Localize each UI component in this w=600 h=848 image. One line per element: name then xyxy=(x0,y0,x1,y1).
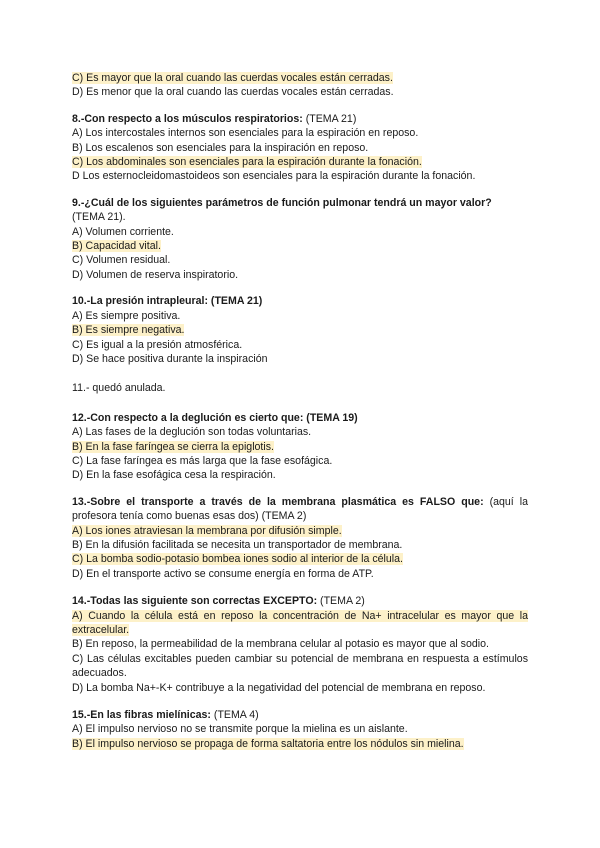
question-title xyxy=(72,708,528,722)
question-heading: 9.-¿Cuál de los siguientes parámetros de función pulmonar tendrá un mayor valor? xyxy=(72,196,492,209)
answer-option: D Los esternocleidomastoideos son esenciales para la espiración durante la fonación. xyxy=(72,170,476,183)
question-heading: 8.-Con respecto a los músculos respiratorios: xyxy=(72,112,303,125)
answer-option-highlighted: B) En la fase faríngea se cierra la epiglotis. xyxy=(72,440,274,453)
question-title xyxy=(72,495,528,524)
answer-option: D) En el transporte activo se consume energía en forma de ATP. xyxy=(72,567,374,580)
answer-option: C) Volumen residual. xyxy=(72,254,171,267)
answer-option: A) Los intercostales internos son esenciales para la espiración en reposo. xyxy=(72,127,419,140)
question-11 xyxy=(72,381,528,395)
question-heading: 15.-En las fibras mielínicas: xyxy=(72,709,211,722)
answer-option: B) En la difusión facilitada se necesita un transportador de membrana. xyxy=(72,538,403,551)
answer-option: C) Las células excitables pueden cambiar su potencial de membrana en respuesta a estímulos adecuados. xyxy=(72,652,528,680)
question-tema: (TEMA 21) xyxy=(302,112,357,125)
answer-option-highlighted: C) Los abdominales son esenciales para la espiración durante la fonación. xyxy=(72,156,422,169)
question-title xyxy=(72,294,528,308)
answer-option-highlighted: A) Los iones atraviesan la membrana por difusión simple. xyxy=(72,524,342,537)
answer-option: D) En la fase esofágica cesa la respiración. xyxy=(72,469,276,482)
answer-option: A) Volumen corriente. xyxy=(72,225,174,238)
answer-option: B) Los escalenos son esenciales para la inspiración en reposo. xyxy=(72,141,369,154)
question-7-tail xyxy=(72,71,528,100)
question-heading: 13.-Sobre el transporte a través de la membrana plasmática es FALSO que: xyxy=(72,495,484,508)
answer-option-highlighted: B) El impulso nervioso se propaga de forma saltatoria entre los nódulos sin mielina. xyxy=(72,737,464,750)
question-heading: 14.-Todas las siguiente son correctas EXCEPTO: xyxy=(72,595,318,608)
question-title xyxy=(72,196,528,225)
question-heading: 10.-La presión intrapleural: (TEMA 21) xyxy=(72,295,263,308)
answer-option: A) Las fases de la deglución son todas voluntarias. xyxy=(72,426,312,439)
question-title xyxy=(72,112,528,126)
question-tema: (aquí la profesora tenía como buenas esas dos) (TEMA 2) xyxy=(72,495,528,523)
question-tema: (TEMA 4) xyxy=(210,709,259,722)
answer-option: D) Es menor que la oral cuando las cuerdas vocales están cerradas. xyxy=(72,86,394,99)
question-12 xyxy=(72,411,528,483)
answer-option: B) En reposo, la permeabilidad de la membrana celular al potasio es mayor que al sodio. xyxy=(72,638,489,651)
answer-option: A) Es siempre positiva. xyxy=(72,309,181,322)
question-13 xyxy=(72,495,528,581)
question-10 xyxy=(72,294,528,366)
answer-option: D) Volumen de reserva inspiratorio. xyxy=(72,268,239,281)
question-8 xyxy=(72,112,528,184)
question-title xyxy=(72,411,528,425)
answer-option: C) Es igual a la presión atmosférica. xyxy=(72,338,243,351)
question-heading: 12.-Con respecto a la deglución es cierto que: (TEMA 19) xyxy=(72,411,358,424)
answer-option: C) La fase faríngea es más larga que la fase esofágica. xyxy=(72,454,333,467)
answer-option: A) El impulso nervioso no se transmite porque la mielina es un aislante. xyxy=(72,723,408,736)
question-tema: (TEMA 2) xyxy=(317,595,365,608)
answer-option: D) La bomba Na+-K+ contribuye a la negatividad del potencial de membrana en reposo. xyxy=(72,681,486,694)
question-9 xyxy=(72,196,528,282)
answer-option-highlighted: B) Capacidad vital. xyxy=(72,240,161,253)
question-14 xyxy=(72,594,528,695)
annulled-note: 11.- quedó anulada. xyxy=(72,382,166,395)
answer-option-highlighted: B) Es siempre negativa. xyxy=(72,324,185,337)
answer-option-highlighted: A) Cuando la célula está en reposo la concentración de Na+ intracelular es mayor que la extracelular. xyxy=(72,609,528,636)
answer-option: D) Se hace positiva durante la inspiración xyxy=(72,352,268,365)
question-title xyxy=(72,594,528,608)
exam-page xyxy=(72,71,528,751)
question-tema: (TEMA 21). xyxy=(72,211,126,224)
answer-option-highlighted: C) Es mayor que la oral cuando las cuerdas vocales están cerradas. xyxy=(72,72,393,84)
answer-option-highlighted: C) La bomba sodio-potasio bombea iones sodio al interior de la célula. xyxy=(72,553,403,566)
question-15 xyxy=(72,708,528,751)
